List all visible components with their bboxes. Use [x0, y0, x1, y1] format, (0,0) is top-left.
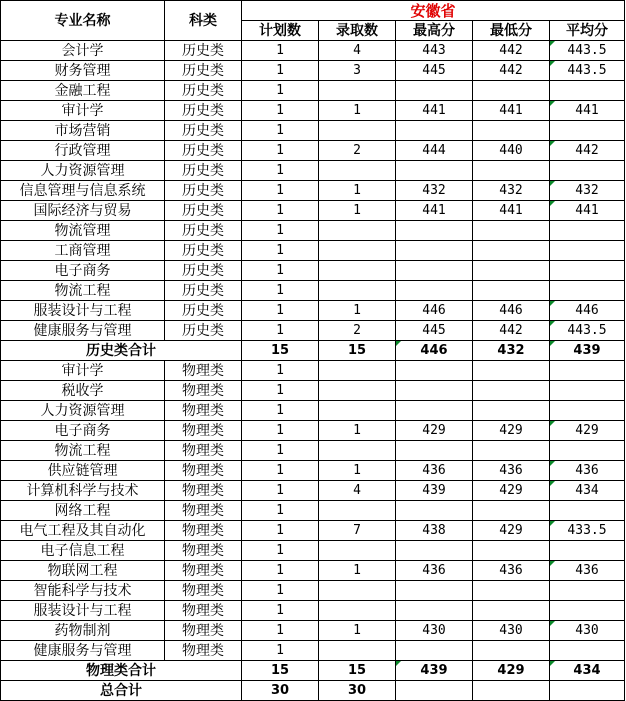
cell-admitted: 4: [319, 41, 396, 61]
cell-max: [396, 81, 473, 101]
cell-min: [473, 581, 550, 601]
cell-plan: 1: [242, 481, 319, 501]
cell-admitted: [319, 501, 396, 521]
cell-major: 物流工程: [1, 441, 165, 461]
cell-avg: 432: [550, 181, 625, 201]
cell-category: 历史类: [165, 81, 242, 101]
cell-avg: [550, 441, 625, 461]
cell-admitted: [319, 221, 396, 241]
cell-min: [473, 541, 550, 561]
cell-major: 健康服务与管理: [1, 321, 165, 341]
cell-category: 历史类: [165, 281, 242, 301]
cell-plan: 1: [242, 201, 319, 221]
cell-category: 物理类: [165, 441, 242, 461]
cell-min: 429: [473, 481, 550, 501]
cell-plan: 15: [242, 661, 319, 681]
cell-min: 429: [473, 521, 550, 541]
cell-min: [473, 441, 550, 461]
cell-avg: 441: [550, 201, 625, 221]
cell-plan: 1: [242, 541, 319, 561]
cell-admitted: [319, 121, 396, 141]
cell-category: 历史类: [165, 41, 242, 61]
cell-major: 物联网工程: [1, 561, 165, 581]
cell-major: 电子商务: [1, 261, 165, 281]
cell-major: 市场营销: [1, 121, 165, 141]
cell-plan: 1: [242, 61, 319, 81]
cell-major: 信息管理与信息系统: [1, 181, 165, 201]
table-row: [1, 121, 625, 141]
cell-admitted: [319, 381, 396, 401]
cell-max: 446: [396, 301, 473, 321]
cell-admitted: [319, 261, 396, 281]
cell-plan: 1: [242, 41, 319, 61]
table-row: [1, 321, 625, 341]
cell-max: [396, 221, 473, 241]
cell-admitted: [319, 401, 396, 421]
cell-max: 444: [396, 141, 473, 161]
cell-plan: 1: [242, 621, 319, 641]
cell-category: 历史类: [165, 61, 242, 81]
cell-category: 物理类: [165, 641, 242, 661]
cell-admitted: 1: [319, 101, 396, 121]
table-row: [1, 501, 625, 521]
cell-category: 历史类: [165, 241, 242, 261]
cell-plan: 1: [242, 641, 319, 661]
table-body: [1, 41, 625, 701]
cell-max: 439: [396, 481, 473, 501]
cell-major: 健康服务与管理: [1, 641, 165, 661]
cell-category: 历史类: [165, 181, 242, 201]
cell-min: 436: [473, 461, 550, 481]
table-row: [1, 541, 625, 561]
cell-major: 服装设计与工程: [1, 601, 165, 621]
cell-max: [396, 501, 473, 521]
cell-plan: 1: [242, 581, 319, 601]
summary-row: [1, 681, 625, 701]
header-plan: 计划数: [242, 21, 319, 41]
cell-admitted: 2: [319, 141, 396, 161]
cell-plan: 1: [242, 361, 319, 381]
table-row: [1, 461, 625, 481]
cell-max: 446: [396, 341, 473, 361]
cell-min: [473, 401, 550, 421]
cell-avg: 434: [550, 481, 625, 501]
cell-major: 会计学: [1, 41, 165, 61]
table-row: [1, 581, 625, 601]
cell-major: 计算机科学与技术: [1, 481, 165, 501]
cell-max: 429: [396, 421, 473, 441]
table-row: [1, 521, 625, 541]
cell-avg: 443.5: [550, 321, 625, 341]
cell-avg: [550, 221, 625, 241]
cell-min: 446: [473, 301, 550, 321]
cell-plan: 1: [242, 221, 319, 241]
cell-min: 441: [473, 201, 550, 221]
cell-max: 436: [396, 461, 473, 481]
cell-min: 441: [473, 101, 550, 121]
cell-category: 物理类: [165, 541, 242, 561]
cell-avg: [550, 641, 625, 661]
cell-max: [396, 441, 473, 461]
table-row: [1, 381, 625, 401]
cell-category: 物理类: [165, 561, 242, 581]
cell-major: 审计学: [1, 361, 165, 381]
cell-min: [473, 81, 550, 101]
cell-max: [396, 601, 473, 621]
cell-avg: [550, 401, 625, 421]
cell-category: 物理类: [165, 521, 242, 541]
cell-admitted: 15: [319, 661, 396, 681]
cell-min: [473, 121, 550, 141]
cell-admitted: [319, 81, 396, 101]
summary-label: 总合计: [1, 681, 242, 701]
table-row: [1, 101, 625, 121]
table-row: [1, 401, 625, 421]
cell-major: 服装设计与工程: [1, 301, 165, 321]
cell-avg: [550, 241, 625, 261]
cell-max: 441: [396, 201, 473, 221]
summary-row: [1, 661, 625, 681]
cell-major: 供应链管理: [1, 461, 165, 481]
cell-category: 物理类: [165, 621, 242, 641]
cell-category: 历史类: [165, 101, 242, 121]
cell-avg: [550, 121, 625, 141]
cell-max: [396, 121, 473, 141]
table-row: [1, 421, 625, 441]
table-row: [1, 41, 625, 61]
cell-plan: 1: [242, 241, 319, 261]
cell-min: [473, 281, 550, 301]
cell-admitted: [319, 541, 396, 561]
cell-max: [396, 641, 473, 661]
cell-plan: 1: [242, 141, 319, 161]
cell-admitted: [319, 161, 396, 181]
header-category: 科类: [165, 1, 242, 41]
cell-plan: 1: [242, 401, 319, 421]
cell-avg: [550, 361, 625, 381]
cell-category: 历史类: [165, 301, 242, 321]
cell-admitted: 1: [319, 201, 396, 221]
table-row: [1, 141, 625, 161]
cell-major: 财务管理: [1, 61, 165, 81]
cell-admitted: 1: [319, 181, 396, 201]
cell-min: 432: [473, 181, 550, 201]
cell-major: 金融工程: [1, 81, 165, 101]
table-row: [1, 481, 625, 501]
cell-category: 历史类: [165, 201, 242, 221]
table-row: [1, 361, 625, 381]
cell-avg: 439: [550, 341, 625, 361]
cell-major: 药物制剂: [1, 621, 165, 641]
cell-max: 436: [396, 561, 473, 581]
cell-category: 物理类: [165, 401, 242, 421]
header-admitted: 录取数: [319, 21, 396, 41]
cell-plan: 1: [242, 81, 319, 101]
cell-category: 历史类: [165, 161, 242, 181]
cell-category: 物理类: [165, 361, 242, 381]
cell-min: 440: [473, 141, 550, 161]
cell-admitted: 1: [319, 621, 396, 641]
cell-avg: [550, 601, 625, 621]
cell-major: 工商管理: [1, 241, 165, 261]
cell-avg: 433.5: [550, 521, 625, 541]
cell-major: 物流管理: [1, 221, 165, 241]
cell-category: 历史类: [165, 141, 242, 161]
table-row: [1, 81, 625, 101]
cell-plan: 1: [242, 461, 319, 481]
cell-plan: 1: [242, 121, 319, 141]
cell-min: [473, 361, 550, 381]
cell-plan: 1: [242, 301, 319, 321]
cell-category: 历史类: [165, 261, 242, 281]
cell-max: [396, 281, 473, 301]
cell-avg: 436: [550, 461, 625, 481]
cell-admitted: 15: [319, 341, 396, 361]
cell-max: [396, 681, 473, 701]
cell-plan: 1: [242, 101, 319, 121]
cell-category: 物理类: [165, 601, 242, 621]
cell-avg: [550, 281, 625, 301]
header-row-1: [1, 1, 625, 21]
cell-admitted: [319, 441, 396, 461]
cell-min: 442: [473, 41, 550, 61]
cell-avg: [550, 541, 625, 561]
header-major: 专业名称: [1, 1, 165, 41]
cell-admitted: 30: [319, 681, 396, 701]
cell-min: 442: [473, 61, 550, 81]
table-row: [1, 281, 625, 301]
cell-avg: 436: [550, 561, 625, 581]
table-row: [1, 301, 625, 321]
cell-admitted: 7: [319, 521, 396, 541]
cell-avg: [550, 381, 625, 401]
cell-avg: [550, 681, 625, 701]
cell-min: 442: [473, 321, 550, 341]
cell-major: 税收学: [1, 381, 165, 401]
table-row: [1, 241, 625, 261]
cell-avg: 430: [550, 621, 625, 641]
cell-avg: [550, 501, 625, 521]
cell-max: 438: [396, 521, 473, 541]
cell-max: [396, 541, 473, 561]
cell-max: 445: [396, 321, 473, 341]
table-row: [1, 621, 625, 641]
cell-avg: [550, 161, 625, 181]
cell-major: 物流工程: [1, 281, 165, 301]
table-row: [1, 221, 625, 241]
cell-plan: 1: [242, 421, 319, 441]
cell-avg: 441: [550, 101, 625, 121]
cell-max: [396, 361, 473, 381]
cell-category: 物理类: [165, 461, 242, 481]
cell-min: 436: [473, 561, 550, 581]
table-row: [1, 261, 625, 281]
cell-plan: 1: [242, 161, 319, 181]
cell-plan: 1: [242, 261, 319, 281]
cell-major: 审计学: [1, 101, 165, 121]
cell-min: 429: [473, 421, 550, 441]
cell-max: 445: [396, 61, 473, 81]
cell-max: 439: [396, 661, 473, 681]
cell-admitted: [319, 281, 396, 301]
cell-major: 智能科学与技术: [1, 581, 165, 601]
cell-max: [396, 241, 473, 261]
cell-admitted: 3: [319, 61, 396, 81]
table-row: [1, 441, 625, 461]
cell-major: 人力资源管理: [1, 401, 165, 421]
cell-max: [396, 261, 473, 281]
cell-min: [473, 501, 550, 521]
cell-admitted: [319, 601, 396, 621]
cell-major: 行政管理: [1, 141, 165, 161]
cell-plan: 1: [242, 501, 319, 521]
cell-category: 物理类: [165, 581, 242, 601]
cell-min: [473, 601, 550, 621]
cell-category: 历史类: [165, 221, 242, 241]
cell-major: 电子信息工程: [1, 541, 165, 561]
cell-category: 物理类: [165, 501, 242, 521]
cell-min: [473, 161, 550, 181]
cell-min: 432: [473, 341, 550, 361]
cell-plan: 1: [242, 601, 319, 621]
cell-max: [396, 161, 473, 181]
cell-avg: 443.5: [550, 61, 625, 81]
cell-max: 432: [396, 181, 473, 201]
cell-plan: 1: [242, 321, 319, 341]
cell-avg: [550, 581, 625, 601]
cell-min: 430: [473, 621, 550, 641]
summary-row: [1, 341, 625, 361]
cell-min: [473, 381, 550, 401]
cell-category: 物理类: [165, 481, 242, 501]
cell-plan: 1: [242, 521, 319, 541]
cell-avg: 446: [550, 301, 625, 321]
cell-max: 443: [396, 41, 473, 61]
summary-label: 历史类合计: [1, 341, 242, 361]
cell-plan: 1: [242, 381, 319, 401]
cell-admitted: 1: [319, 421, 396, 441]
cell-avg: 442: [550, 141, 625, 161]
cell-admitted: 4: [319, 481, 396, 501]
cell-category: 物理类: [165, 381, 242, 401]
cell-max: 441: [396, 101, 473, 121]
cell-min: [473, 241, 550, 261]
cell-plan: 1: [242, 281, 319, 301]
cell-admitted: [319, 241, 396, 261]
cell-category: 历史类: [165, 321, 242, 341]
cell-admitted: [319, 641, 396, 661]
header-max: 最高分: [396, 21, 473, 41]
cell-admitted: 1: [319, 461, 396, 481]
cell-min: [473, 221, 550, 241]
cell-max: [396, 401, 473, 421]
cell-plan: 30: [242, 681, 319, 701]
cell-major: 人力资源管理: [1, 161, 165, 181]
cell-plan: 1: [242, 441, 319, 461]
cell-category: 历史类: [165, 121, 242, 141]
cell-major: 国际经济与贸易: [1, 201, 165, 221]
table-row: [1, 161, 625, 181]
cell-plan: 1: [242, 561, 319, 581]
table-row: [1, 641, 625, 661]
cell-min: [473, 261, 550, 281]
cell-admitted: [319, 581, 396, 601]
cell-avg: 434: [550, 661, 625, 681]
cell-admitted: 1: [319, 561, 396, 581]
cell-avg: [550, 261, 625, 281]
cell-admitted: [319, 361, 396, 381]
header-province: 安徽省: [242, 1, 625, 21]
cell-plan: 1: [242, 181, 319, 201]
cell-major: 网络工程: [1, 501, 165, 521]
header-avg: 平均分: [550, 21, 625, 41]
cell-category: 物理类: [165, 421, 242, 441]
cell-major: 电气工程及其自动化: [1, 521, 165, 541]
table-row: [1, 201, 625, 221]
table-row: [1, 61, 625, 81]
cell-max: 430: [396, 621, 473, 641]
cell-avg: [550, 81, 625, 101]
cell-max: [396, 581, 473, 601]
cell-plan: 15: [242, 341, 319, 361]
cell-major: 电子商务: [1, 421, 165, 441]
cell-min: 429: [473, 661, 550, 681]
cell-max: [396, 381, 473, 401]
cell-admitted: 1: [319, 301, 396, 321]
table-row: [1, 561, 625, 581]
cell-admitted: 2: [319, 321, 396, 341]
table-row: [1, 601, 625, 621]
cell-min: [473, 641, 550, 661]
header-min: 最低分: [473, 21, 550, 41]
table-row: [1, 181, 625, 201]
cell-min: [473, 681, 550, 701]
cell-avg: 443.5: [550, 41, 625, 61]
cell-avg: 429: [550, 421, 625, 441]
summary-label: 物理类合计: [1, 661, 242, 681]
